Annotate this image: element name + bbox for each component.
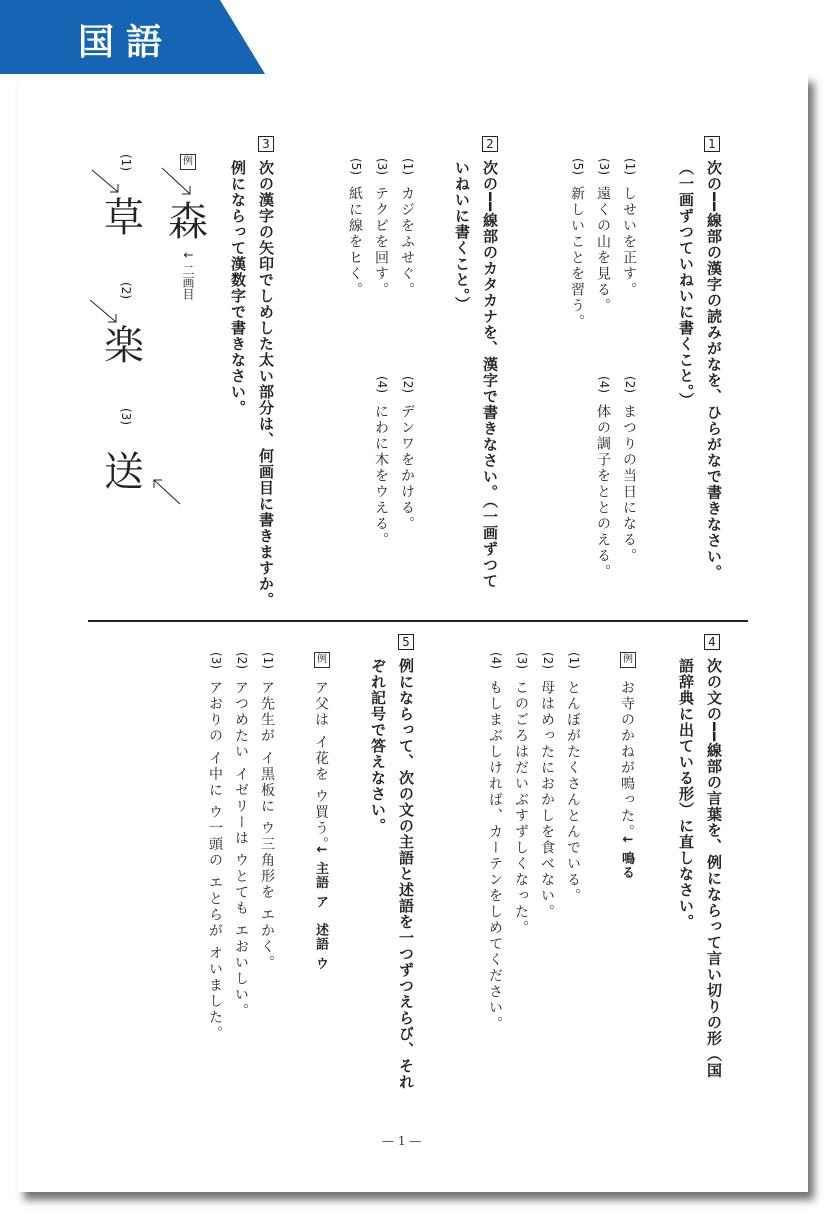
q4-item-3-text: このごろはだいぶすずしくなった。	[513, 680, 529, 936]
q1-item-4-text: 体の調子をととのえる。	[595, 404, 611, 580]
q4-item-3-num: (3)	[515, 652, 529, 669]
q3-item-2-num: (2)	[119, 282, 133, 299]
q3-item-2-arrow-icon	[86, 296, 126, 336]
q2-instruction: 次の━━線部のカタカナを、漢字で書きなさい。（一画ずつて	[481, 160, 499, 589]
q5-item-3-text: アおりの イ中に ウ一頭の エとらが オいました。	[207, 680, 223, 1042]
q2-item-2-text: デンワをかける。	[399, 404, 415, 532]
q4-item-1-num: (1)	[567, 652, 581, 669]
q3-example-kanji: 森	[168, 199, 208, 245]
q3-example-arrow-icon	[158, 164, 198, 204]
q3-item-1-num: (1)	[119, 154, 133, 171]
q5-item-2-text: アつめたい イゼリーは ウとても エおいしい。	[233, 680, 249, 1020]
q5-example-text: ア父は イ花を ウ買う。	[313, 680, 329, 853]
q4-example-label: 例	[620, 652, 636, 668]
q3-item-2-kanji: 楽	[104, 323, 144, 369]
section-divider	[88, 620, 748, 622]
q4-number: 4	[704, 634, 720, 650]
q5-instruction-cont: ぞれ記号で答えなさい。	[369, 658, 387, 834]
page-number: — 1 —	[382, 1134, 422, 1148]
q4-example-text: お寺のかねが鳴った。	[619, 680, 635, 840]
q3-item-1-kanji: 草	[104, 195, 144, 241]
q1-item-1-num: (1)	[623, 158, 637, 175]
q5-item-2-num: (2)	[235, 652, 249, 669]
q4-item-4-num: (4)	[489, 652, 503, 669]
q1-item-5-num: (5)	[571, 158, 585, 175]
q1-number: 1	[704, 136, 720, 152]
q5-item-1-num: (1)	[261, 652, 275, 669]
q5-instruction: 例にならって、次の文の主語と述語を一つずつえらび、それ	[397, 658, 415, 1090]
q2-item-1-text: カジをふせぐ。	[399, 186, 415, 298]
q1-note: （一画ずつていねいに書くこと。）	[677, 160, 695, 409]
q2-item-5-num: (5)	[349, 158, 363, 175]
q4-example-answer: ↓ 鳴る	[619, 834, 634, 880]
q5-item-3-num: (3)	[209, 652, 223, 669]
q2-item-3-text: テクビを回す。	[373, 186, 389, 298]
q1-item-5-text: 新しいことを習う。	[569, 186, 585, 330]
q4-item-1-text: とんぼがたくさんとんでいる。	[565, 680, 581, 904]
q1-item-2-text: まつりの当日になる。	[621, 404, 637, 564]
q3-item-3-arrow-icon	[146, 474, 186, 514]
q3-item-3-num: (3)	[119, 408, 133, 425]
q4-item-4-text: もしまぶしければ、カーテンをしめてください。	[487, 680, 503, 1032]
q3-number: 3	[258, 136, 274, 152]
q2-item-2-num: (2)	[401, 376, 415, 393]
q5-example-answer: ↓ 主語 ア 述語 ウ	[313, 844, 328, 971]
q4-instruction: 次の文の━━線部の言葉を、例にならって言い切りの形（国	[705, 658, 723, 1079]
q1-item-2-num: (2)	[623, 376, 637, 393]
subject-title: 国語	[78, 22, 175, 63]
q3-instruction: 次の漢字の矢印でしめした太い部分は、何画目に書きますか。	[257, 160, 275, 608]
q1-item-1-text: しせいを正す。	[621, 186, 637, 298]
q5-item-1-text: ア先生が イ黒板に ウ三角形を エかく。	[259, 680, 275, 972]
q2-item-5-text: 紙に線をヒく。	[347, 186, 363, 298]
q3-example-label: 例	[180, 154, 196, 170]
q3-example-answer: ↓ 二画目	[181, 250, 195, 300]
q2-item-3-num: (3)	[375, 158, 389, 175]
q4-instruction-cont: 語辞典に出ている形）に直しなさい。	[677, 658, 695, 930]
q2-item-1-num: (1)	[401, 158, 415, 175]
q3-item-3-kanji: 送	[104, 449, 144, 495]
q3-instruction-cont: 例にならって漢数字で書きなさい。	[229, 160, 247, 416]
worksheet-page	[18, 74, 808, 1192]
q2-instruction-cont: いねいに書くこと。）	[453, 160, 471, 313]
q1-item-3-num: (3)	[597, 158, 611, 175]
q4-item-2-num: (2)	[541, 652, 555, 669]
q2-item-4-text: にわに木をウえる。	[373, 404, 389, 548]
q1-item-3-text: 遠くの山を見る。	[595, 186, 611, 314]
q1-instruction: 次の━━線部の漢字の読みがなを、ひらがなで書きなさい。	[705, 160, 723, 581]
q2-number: 2	[482, 136, 498, 152]
q2-item-4-num: (4)	[375, 376, 389, 393]
q3-item-1-arrow-icon	[88, 166, 128, 206]
q5-example-label: 例	[314, 652, 330, 668]
q4-item-2-text: 母はめったにおかしを食べない。	[539, 680, 555, 920]
q5-number: 5	[398, 634, 414, 650]
q1-item-4-num: (4)	[597, 376, 611, 393]
